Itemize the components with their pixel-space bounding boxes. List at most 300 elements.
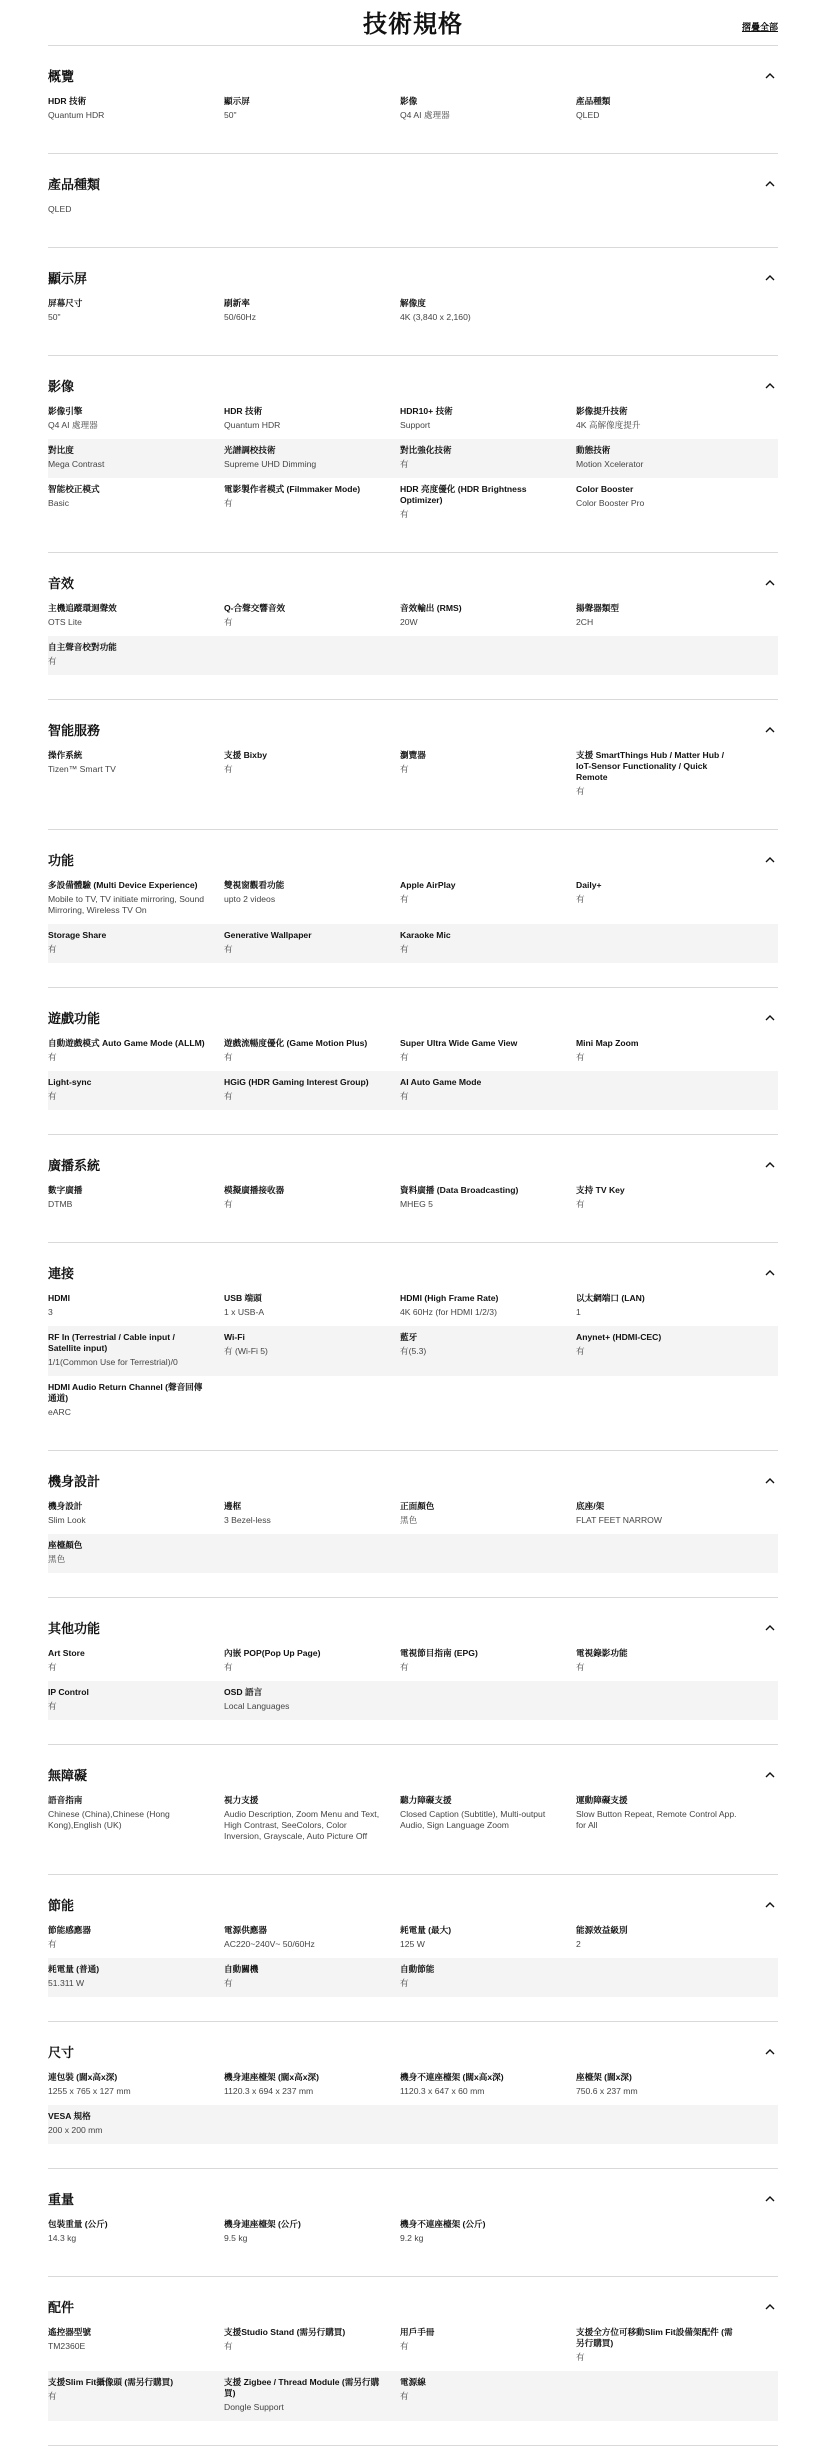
spec-item (400, 750, 576, 797)
spec-value: Quantum HDR (224, 420, 281, 430)
spec-item (48, 298, 224, 323)
section-title: 尺寸 (48, 2044, 75, 2060)
spec-label: 顯示屏 (224, 96, 250, 106)
section-title: 廣播系統 (48, 1157, 101, 1173)
section-header[interactable] (48, 356, 778, 400)
spec-value: Motion Xcelerator (576, 459, 644, 469)
spec-label: 瀏覽器 (400, 750, 426, 760)
spec-item (48, 1382, 224, 1418)
spec-item (48, 1795, 224, 1842)
spec-value: 1/1(Common Use for Terrestrial)/0 (48, 1357, 178, 1367)
spec-item (48, 1540, 224, 1565)
chevron-up-icon[interactable] (762, 1896, 778, 1912)
spec-value: 有 (Wi-Fi 5) (224, 1346, 268, 1356)
spec-item (48, 1964, 224, 1989)
spec-section (48, 2169, 778, 2277)
spec-item (48, 1687, 224, 1712)
spec-value: 有 (576, 1662, 585, 1672)
spec-label: 節能感應器 (48, 1925, 91, 1935)
spec-section (48, 2022, 778, 2169)
spec-value: 黑色 (48, 1554, 66, 1564)
spec-section (48, 1243, 778, 1451)
chevron-up-icon[interactable] (762, 175, 778, 191)
spec-item (224, 603, 400, 628)
section-title: 重量 (48, 2191, 75, 2207)
spec-value: 9.5 kg (224, 2233, 248, 2243)
section-header[interactable] (48, 1451, 778, 1495)
spec-label: 支援 Bixby (224, 750, 267, 760)
spec-value: 有 (576, 894, 585, 904)
section-title: 連接 (48, 1265, 75, 1281)
spec-label: Daily+ (576, 880, 602, 890)
spec-label: 刷新率 (224, 298, 250, 308)
spec-item (224, 1293, 400, 1318)
spec-item (224, 298, 400, 323)
section-header[interactable] (48, 2169, 778, 2213)
spec-value: 有 (48, 1662, 57, 1672)
spec-value: 9.2 kg (400, 2233, 424, 2243)
spec-value: Mobile to TV, TV initiate mirroring, Sound Mirroring, Wireless TV On (48, 894, 205, 915)
spec-label: 遊戲流暢度優化 (Game Motion Plus) (224, 1038, 368, 1048)
spec-label: 產品種類 (576, 96, 611, 106)
spec-item (224, 1332, 400, 1368)
spec-value: 750.6 x 237 mm (576, 2086, 638, 2096)
spec-value: Support (400, 420, 431, 430)
spec-item (576, 1332, 752, 1368)
spec-label: HDR 技術 (48, 96, 87, 106)
spec-value: 有 (400, 1662, 409, 1672)
spec-label: 揚聲器類型 (576, 603, 619, 613)
spec-value: 1120.3 x 694 x 237 mm (224, 2086, 314, 2096)
spec-label: 對比度 (48, 445, 74, 455)
spec-label: 語音指南 (48, 1795, 83, 1805)
spec-value: Supreme UHD Dimming (224, 459, 317, 469)
spec-item (400, 2072, 576, 2097)
spec-label: 電影製作者模式 (Filmmaker Mode) (224, 484, 361, 494)
spec-label: 自主聲音校對功能 (48, 642, 117, 652)
spec-item (400, 1038, 576, 1063)
spec-value: 有 (576, 1199, 585, 1209)
spec-item (400, 880, 576, 916)
spec-label: 自動遊戲模式 Auto Game Mode (ALLM) (48, 1038, 205, 1048)
spec-item (400, 1925, 576, 1950)
chevron-up-icon[interactable] (762, 1264, 778, 1280)
spec-value: 1 (576, 1307, 581, 1317)
spec-label: 多設備體驗 (Multi Device Experience) (48, 880, 198, 890)
spec-value: 有 (224, 1199, 233, 1209)
spec-value: 有 (224, 1052, 233, 1062)
spec-label: Anynet+ (HDMI-CEC) (576, 1332, 662, 1342)
spec-item (48, 1332, 224, 1368)
spec-item (576, 1293, 752, 1318)
spec-row (48, 2213, 778, 2252)
section-title: 智能服務 (48, 722, 101, 738)
spec-item (48, 445, 224, 470)
spec-label: 音效輸出 (RMS) (400, 603, 462, 613)
spec-item (224, 750, 400, 797)
spec-row (48, 1534, 778, 1573)
section-title: 節能 (48, 1897, 75, 1913)
spec-value: 2 (576, 1939, 581, 1949)
spec-label: HDMI Audio Return Channel (聲音回傳通道) (48, 1382, 203, 1403)
spec-label: 耗電量 (最大) (400, 1925, 452, 1935)
spec-item (576, 880, 752, 916)
spec-row (48, 2371, 778, 2421)
spec-item (48, 96, 224, 121)
spec-item (48, 1648, 224, 1673)
spec-label: 正面顏色 (400, 1501, 435, 1511)
spec-value: 有 (576, 1052, 585, 1062)
spec-section (48, 356, 778, 553)
spec-value: 有 (224, 617, 233, 627)
section-header[interactable] (48, 700, 778, 744)
section-header[interactable] (48, 988, 778, 1032)
spec-value: MHEG 5 (400, 1199, 433, 1209)
chevron-up-icon[interactable] (762, 574, 778, 590)
spec-label: 藍牙 (400, 1332, 418, 1342)
spec-label: Q-合聲交響音效 (224, 603, 286, 613)
section-header[interactable] (48, 154, 778, 198)
spec-label: IP Control (48, 1687, 89, 1697)
spec-label: HDMI (48, 1293, 70, 1303)
spec-label: Apple AirPlay (400, 880, 456, 890)
spec-item (224, 1077, 400, 1102)
spec-value: Chinese (China),Chinese (Hong Kong),English (UK) (48, 1809, 170, 1830)
spec-label: Art Store (48, 1648, 85, 1658)
spec-value: 有 (48, 944, 57, 954)
spec-row (48, 2066, 778, 2105)
spec-item (400, 445, 576, 470)
spec-label: 雙視窗觀看功能 (224, 880, 285, 890)
spec-label: 影像引擎 (48, 406, 83, 416)
spec-item (576, 2327, 752, 2363)
spec-item (576, 1648, 752, 1673)
spec-value: 有 (400, 1091, 409, 1101)
spec-value: 1255 x 765 x 127 mm (48, 2086, 131, 2096)
section-header[interactable] (48, 1745, 778, 1789)
spec-value: Slim Look (48, 1515, 86, 1525)
section-header[interactable] (48, 553, 778, 597)
section-title: 顯示屏 (48, 270, 88, 286)
spec-item (400, 2219, 576, 2244)
section-header[interactable] (48, 2022, 778, 2066)
spec-row (48, 1071, 778, 1110)
spec-item (400, 406, 576, 431)
spec-section (48, 700, 778, 830)
chevron-up-icon[interactable] (762, 2190, 778, 2206)
spec-label: 智能校正模式 (48, 484, 100, 494)
spec-item (400, 1501, 576, 1526)
section-title: 產品種類 (48, 176, 101, 192)
spec-row (48, 1789, 778, 1850)
spec-item (48, 603, 224, 628)
spec-label: 動態技術 (576, 445, 611, 455)
spec-label: 解像度 (400, 298, 426, 308)
spec-value: 50" (224, 110, 237, 120)
chevron-up-icon[interactable] (762, 2298, 778, 2314)
spec-value: 有 (224, 498, 233, 508)
spec-item (48, 2111, 224, 2136)
spec-item (400, 1077, 576, 1102)
section-title: 無障礙 (48, 1767, 88, 1783)
spec-label: 內嵌 POP(Pop Up Page) (224, 1648, 321, 1658)
spec-item (48, 2072, 224, 2097)
chevron-up-icon[interactable] (762, 1619, 778, 1635)
spec-row (48, 478, 778, 528)
spec-item (224, 484, 400, 520)
spec-value: 1 x USB-A (224, 1307, 265, 1317)
spec-label: 支援 SmartThings Hub / Matter Hub / IoT-Sensor Functionality / Quick Remote (576, 750, 725, 782)
spec-item (224, 1964, 400, 1989)
section-header[interactable] (48, 1875, 778, 1919)
spec-item (576, 1501, 752, 1526)
spec-value: 有 (48, 2391, 57, 2401)
chevron-up-icon[interactable] (762, 377, 778, 393)
spec-value: FLAT FEET NARROW (576, 1515, 662, 1525)
section-title: 配件 (48, 2299, 75, 2315)
spec-row (48, 198, 778, 223)
spec-value: 有 (400, 509, 409, 519)
chevron-up-icon[interactable] (762, 269, 778, 285)
spec-label: HDR10+ 技術 (400, 406, 453, 416)
spec-label: 耗電量 (普通) (48, 1964, 100, 1974)
spec-item (400, 1964, 576, 1989)
spec-value: Quantum HDR (48, 110, 105, 120)
spec-item (48, 2219, 224, 2244)
spec-label: RF In (Terrestrial / Cable input / Satellite input) (48, 1332, 175, 1353)
spec-item (224, 930, 400, 955)
spec-label: 機身不連座檯架 (公斤) (400, 2219, 486, 2229)
section-header[interactable] (48, 1598, 778, 1642)
spec-item (576, 445, 752, 470)
spec-row (48, 1179, 778, 1218)
spec-row (48, 439, 778, 478)
spec-value: Local Languages (224, 1701, 290, 1711)
section-header[interactable] (48, 2277, 778, 2321)
spec-value: 有 (576, 2352, 585, 2362)
section-title: 影像 (48, 378, 75, 394)
spec-item (48, 1077, 224, 1102)
spec-row (48, 1919, 778, 1958)
spec-value: 黑色 (400, 1515, 418, 1525)
spec-item (224, 1687, 400, 1712)
spec-value: 3 Bezel-less (224, 1515, 271, 1525)
spec-row (48, 744, 778, 805)
spec-label: Storage Share (48, 930, 107, 940)
spec-label: HDMI (High Frame Rate) (400, 1293, 499, 1303)
spec-value: 有 (400, 1978, 409, 1988)
spec-value: TM2360E (48, 2341, 86, 2351)
spec-item (400, 1293, 576, 1318)
chevron-up-icon[interactable] (762, 1766, 778, 1782)
spec-label: 邊框 (224, 1501, 242, 1511)
spec-row (48, 924, 778, 963)
spec-row (48, 874, 778, 924)
spec-value: QLED (576, 110, 600, 120)
spec-label: 對比強化技術 (400, 445, 452, 455)
spec-label: 支援Studio Stand (需另行購買) (224, 2327, 346, 2337)
spec-item (400, 1648, 576, 1673)
spec-item (400, 1795, 576, 1842)
spec-label: 座檯顏色 (48, 1540, 83, 1550)
spec-section (48, 46, 778, 154)
section-title: 機身設計 (48, 1473, 101, 1489)
spec-value: 有 (224, 2341, 233, 2351)
spec-item (400, 1185, 576, 1210)
spec-label: 自動關機 (224, 1964, 259, 1974)
spec-value: AC220~240V~ 50/60Hz (224, 1939, 315, 1949)
spec-label: 運動障礙支援 (576, 1795, 628, 1805)
spec-label: 電視錄影功能 (576, 1648, 628, 1658)
spec-label: 機身連座檯架 (公斤) (224, 2219, 301, 2229)
spec-row (48, 1326, 778, 1376)
spec-item (400, 2327, 576, 2363)
spec-label: 座檯架 (闊x深) (576, 2072, 632, 2082)
spec-label: 電源供應器 (224, 1925, 267, 1935)
spec-item (224, 2219, 400, 2244)
page-title: 技術規格 (363, 11, 463, 38)
spec-label: 電視節目指南 (EPG) (400, 1648, 478, 1658)
section-header[interactable] (48, 46, 778, 90)
spec-section (48, 830, 778, 988)
spec-value: 有 (400, 2391, 409, 2401)
section-title: 其他功能 (48, 1620, 101, 1636)
chevron-up-icon[interactable] (762, 1472, 778, 1488)
spec-value: Dongle Support (224, 2402, 284, 2412)
spec-value: Q4 AI 處理器 (400, 110, 450, 120)
spec-sections (0, 46, 826, 2446)
spec-value: 20W (400, 617, 418, 627)
spec-item (400, 298, 576, 323)
spec-row (48, 1032, 778, 1071)
spec-label: 遙控器型號 (48, 2327, 91, 2337)
spec-label: 機身連座檯架 (闊x高x深) (224, 2072, 320, 2082)
spec-value: Color Booster Pro (576, 498, 645, 508)
spec-value: 2CH (576, 617, 594, 627)
spec-value: 有 (400, 764, 409, 774)
spec-value: 有 (224, 764, 233, 774)
spec-item (576, 1038, 752, 1063)
spec-label: AI Auto Game Mode (400, 1077, 482, 1087)
spec-label: 數字廣播 (48, 1185, 83, 1195)
spec-item (576, 1795, 752, 1842)
spec-value: 有 (400, 944, 409, 954)
spec-item (224, 1925, 400, 1950)
spec-item (576, 1185, 752, 1210)
spec-value: 4K (3,840 x 2,160) (400, 312, 471, 322)
section-header[interactable] (48, 1135, 778, 1179)
spec-item (224, 1501, 400, 1526)
spec-section (48, 1875, 778, 2022)
section-header[interactable] (48, 830, 778, 874)
spec-row (48, 2105, 778, 2144)
chevron-up-icon[interactable] (762, 851, 778, 867)
spec-value: Slow Button Repeat, Remote Control App. for All (576, 1809, 737, 1830)
collapse-all-link[interactable]: 摺疊全部 (741, 22, 778, 32)
spec-value: DTMB (48, 1199, 73, 1209)
chevron-up-icon[interactable] (762, 2043, 778, 2059)
spec-section (48, 1745, 778, 1875)
chevron-up-icon[interactable] (762, 721, 778, 737)
spec-row (48, 1495, 778, 1534)
spec-value: 50/60Hz (224, 312, 257, 322)
spec-label: 模擬廣播接收器 (224, 1185, 285, 1195)
spec-item (400, 484, 576, 520)
section-header[interactable] (48, 248, 778, 292)
spec-row (48, 597, 778, 636)
spec-value: eARC (48, 1407, 71, 1417)
spec-value: 有 (576, 786, 585, 796)
chevron-up-icon[interactable] (762, 1009, 778, 1025)
spec-row (48, 636, 778, 675)
spec-label: 包裝重量 (公斤) (48, 2219, 108, 2229)
spec-value: 4K 60Hz (for HDMI 1/2/3) (400, 1307, 497, 1317)
spec-item (576, 484, 752, 520)
spec-section (48, 2277, 778, 2446)
spec-row (48, 1681, 778, 1720)
spec-item (48, 642, 224, 667)
chevron-up-icon[interactable] (762, 67, 778, 83)
spec-item (48, 750, 224, 797)
spec-item (576, 2072, 752, 2097)
spec-value: Basic (48, 498, 70, 508)
spec-value: 200 x 200 mm (48, 2125, 103, 2135)
spec-row (48, 1958, 778, 1997)
spec-label: 操作系統 (48, 750, 83, 760)
spec-label: 用戶手冊 (400, 2327, 435, 2337)
spec-item (224, 445, 400, 470)
spec-value: 有 (48, 1939, 57, 1949)
spec-label: 影像 (400, 96, 418, 106)
spec-item (224, 2327, 400, 2363)
spec-value: 有 (224, 1091, 233, 1101)
spec-value: 14.3 kg (48, 2233, 77, 2243)
spec-label: 機身設計 (48, 1501, 83, 1511)
section-title: 音效 (48, 575, 75, 591)
spec-item (48, 880, 224, 916)
spec-label: Mini Map Zoom (576, 1038, 639, 1048)
spec-item (224, 1185, 400, 1210)
spec-value: 有 (48, 1052, 57, 1062)
chevron-up-icon[interactable] (762, 1156, 778, 1172)
spec-value: 有(5.3) (400, 1346, 427, 1356)
spec-label: 資料廣播 (Data Broadcasting) (400, 1185, 519, 1195)
spec-value: 有 (224, 1662, 233, 1672)
spec-item (576, 603, 752, 628)
section-title: 功能 (48, 852, 75, 868)
spec-item (400, 1332, 576, 1368)
spec-item (48, 1925, 224, 1950)
spec-label: HDR 技術 (224, 406, 263, 416)
spec-value: 有 (48, 656, 57, 666)
spec-value: Audio Description, Zoom Menu and Text, High Contrast, SeeColors, Color Inversion, Grayscale, Auto Picture Off (224, 1809, 380, 1841)
spec-item (48, 2377, 224, 2413)
section-header[interactable] (48, 1243, 778, 1287)
spec-item (576, 750, 752, 797)
spec-label: Light-sync (48, 1077, 92, 1087)
spec-label: 以太網端口 (LAN) (576, 1293, 645, 1303)
spec-label: Generative Wallpaper (224, 930, 312, 940)
spec-label: 支持 TV Key (576, 1185, 625, 1195)
spec-label: 機身不連座檯架 (闊x高x深) (400, 2072, 504, 2082)
spec-item (48, 1038, 224, 1063)
spec-section (48, 248, 778, 356)
spec-item (224, 1648, 400, 1673)
spec-row (48, 2321, 778, 2371)
spec-value: 有 (48, 1091, 57, 1101)
spec-label: 支援Slim Fit攝像頭 (需另行購買) (48, 2377, 174, 2387)
spec-item (224, 2377, 400, 2413)
